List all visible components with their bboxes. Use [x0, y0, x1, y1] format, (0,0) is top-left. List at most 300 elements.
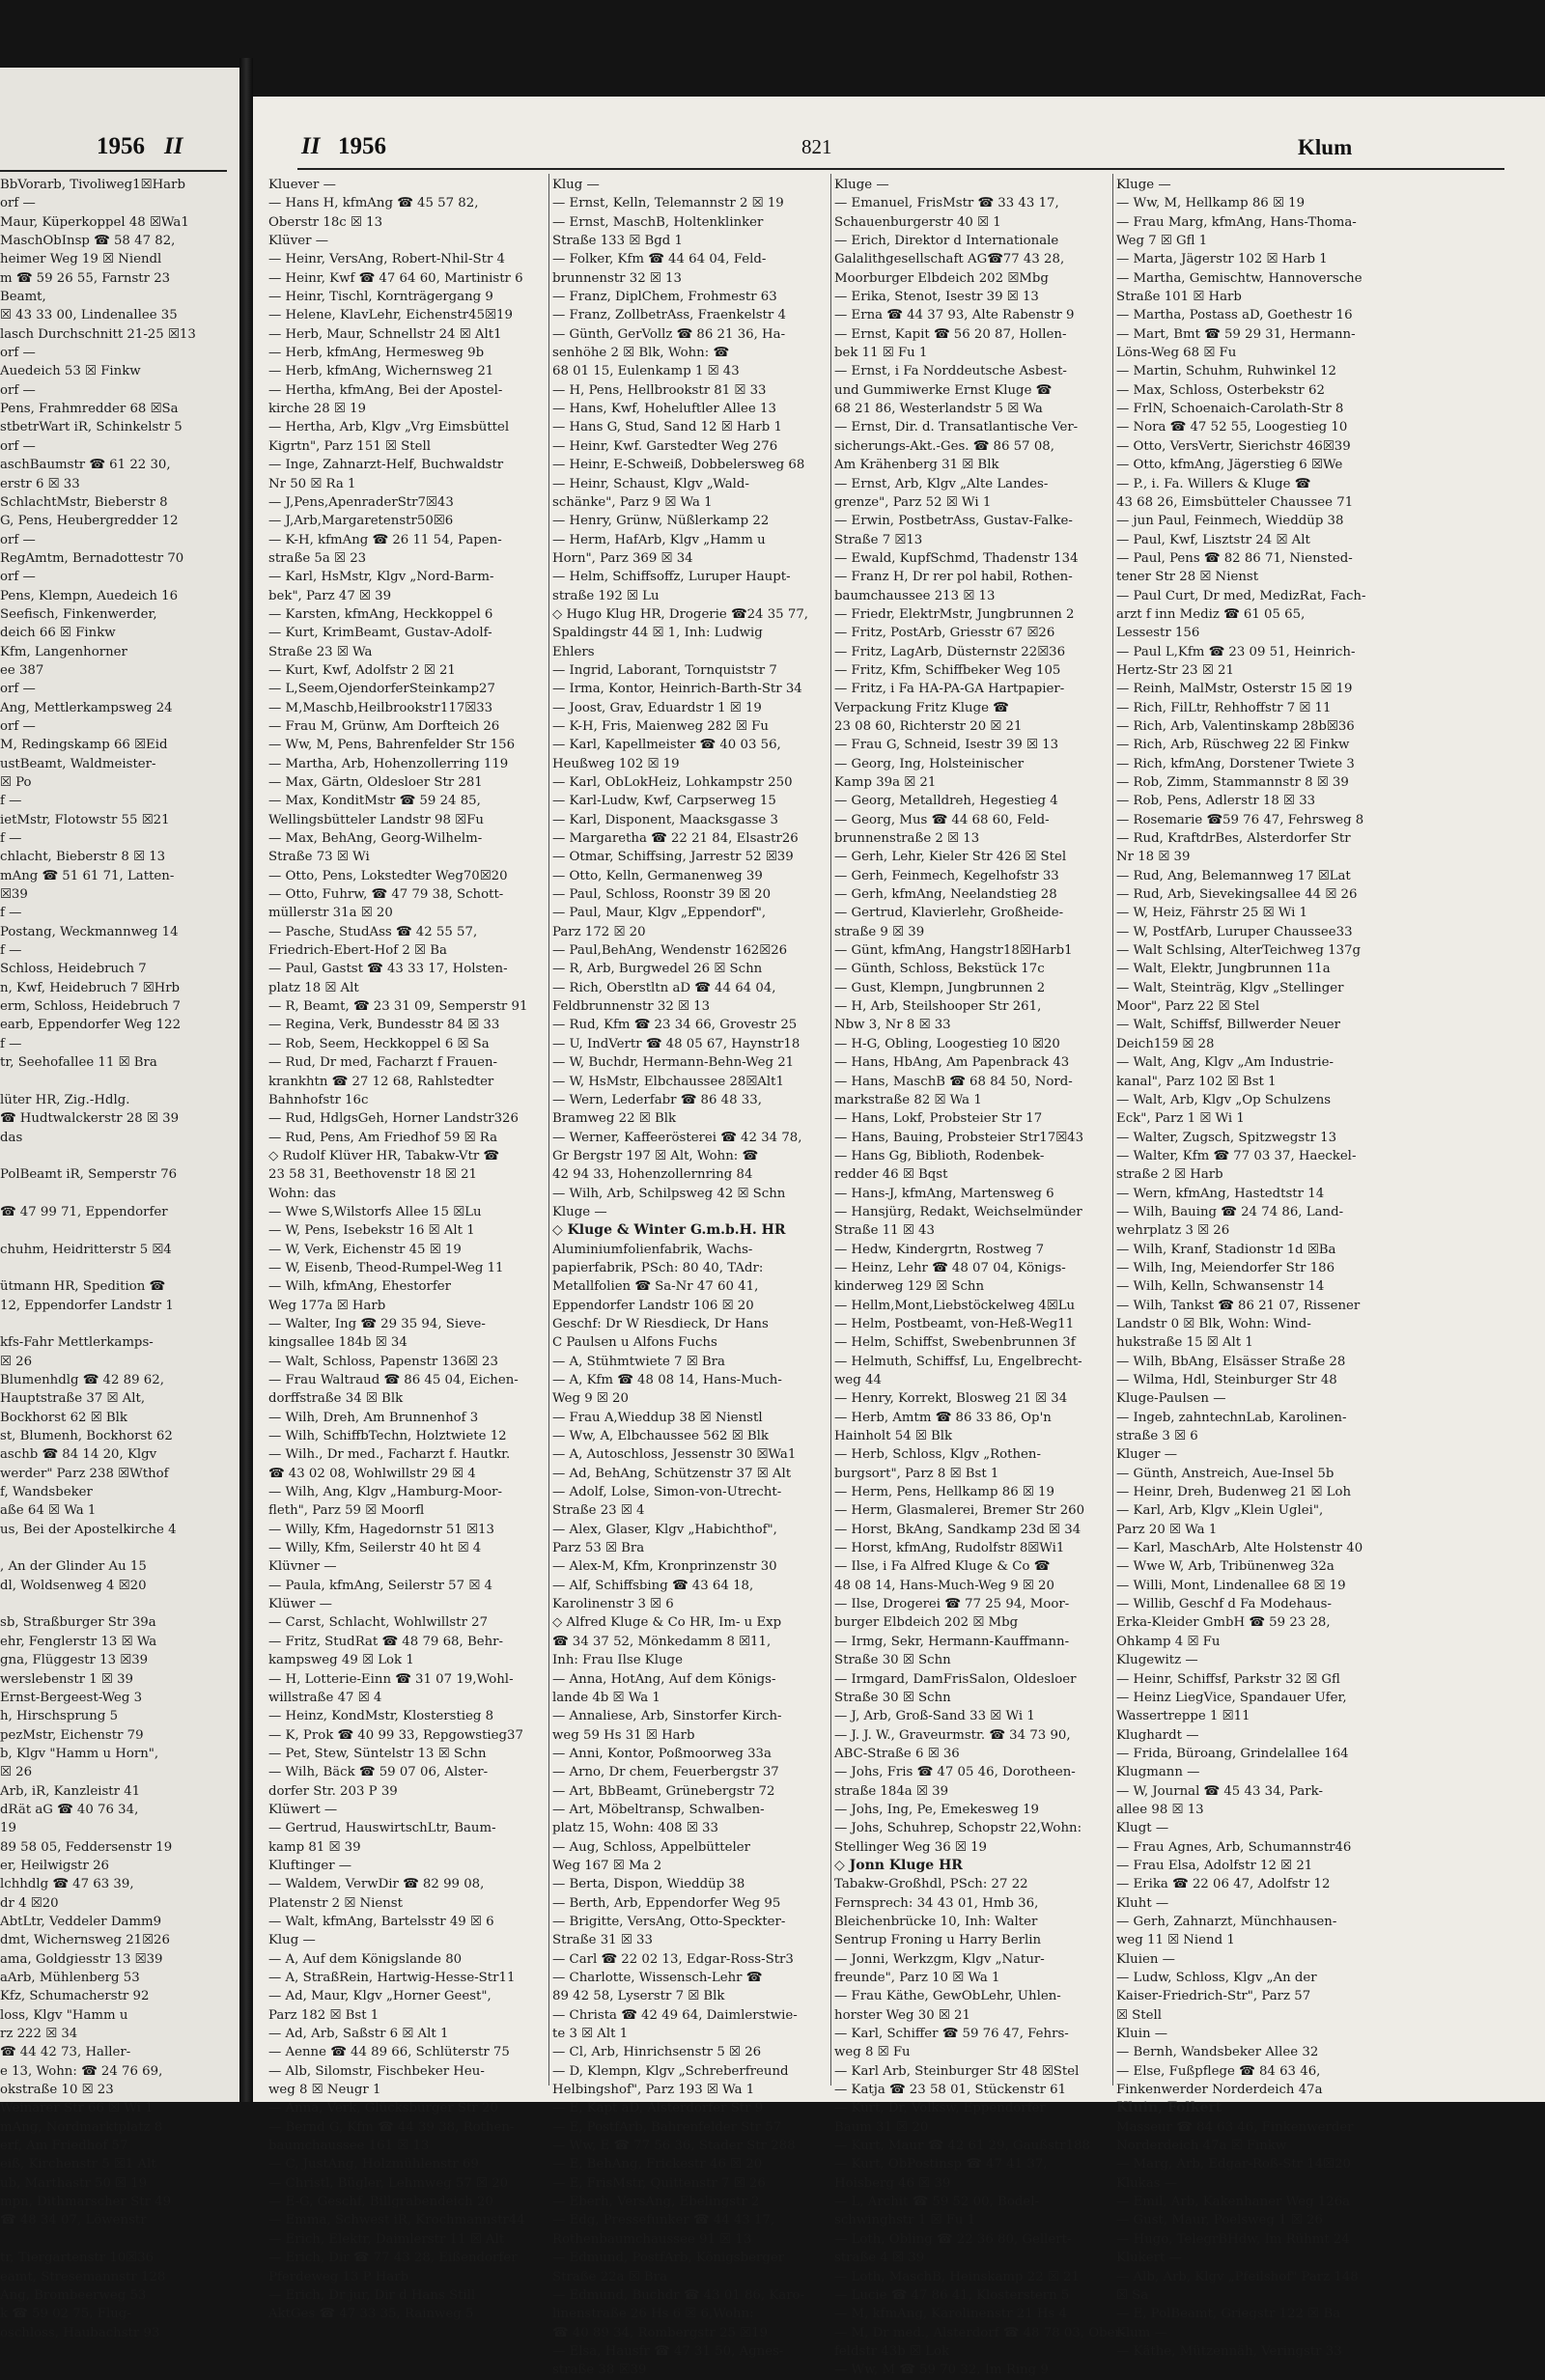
- directory-entry: Hoisberg 46 ☒ 39: [834, 2175, 951, 2191]
- directory-entry: — Wilma, Hdl, Steinburger Str 48: [1116, 1373, 1337, 1387]
- directory-entry: — Anna, HotAng, Auf dem Königs-: [552, 1671, 776, 1687]
- directory-entry: [0, 1595, 232, 1613]
- directory-entry: — Rich, Oberstltn aD ☎ 44 64 04,: [552, 980, 776, 995]
- directory-entry: — Carl ☎ 22 02 13, Edgar-Ross-Str3: [552, 1951, 794, 1967]
- directory-entry: f —: [0, 831, 22, 847]
- directory-entry: — Ernst, MaschB, Holtenklinker: [552, 214, 764, 230]
- directory-entry: bek", Parz 47 ☒ 39: [268, 588, 392, 603]
- directory-entry: — Wilh, Ing, Meiendorfer Str 186: [1116, 1260, 1335, 1275]
- directory-entry: — Walter, Kfm ☎ 77 03 37, Haeckel-: [1116, 1148, 1357, 1163]
- directory-entry: 48 08 14, Hans-Much-Weg 9 ☒ 20: [834, 1578, 1054, 1593]
- directory-entry: straße 192 ☒ Lu: [552, 588, 660, 603]
- directory-entry: — R, Beamt, ☎ 23 31 09, Semperstr 91: [268, 999, 528, 1015]
- directory-entry: MaschObInsp ☎ 58 47 82,: [0, 234, 176, 249]
- directory-entry: Heußweg 102 ☒ 19: [552, 756, 680, 771]
- directory-entry: — Art, Möbeltransp, Schwalben-: [552, 1802, 765, 1817]
- directory-entry: Weg 177a ☒ Harb: [268, 1298, 386, 1313]
- directory-entry: — Walt, Arb, Klgv „Op Schulzens: [1116, 1092, 1332, 1107]
- directory-entry: — Kurt, ObPostinsp ☎ 47 41 37,: [834, 2157, 1048, 2172]
- directory-entry: — A, Stühmtwiete 7 ☒ Bra: [552, 1354, 725, 1369]
- directory-entry: — Frau G, Schneid, Isestr 39 ☒ 13: [834, 738, 1059, 753]
- directory-entry: kfs-Fahr Mettlerkamps-: [0, 1335, 154, 1351]
- directory-entry: Norderdeich 47a ☒ Finkw: [1116, 2139, 1287, 2154]
- directory-entry: Klukert —: [1116, 2251, 1182, 2266]
- directory-entry: orf —: [0, 438, 36, 454]
- directory-entry: Bramweg 22 ☒ Blk: [552, 1111, 677, 1127]
- directory-entry: — Erna ☎ 44 37 93, Alte Rabenstr 9: [834, 308, 1075, 323]
- directory-entry: 68 01 15, Eulenkamp 1 ☒ 43: [552, 364, 740, 379]
- directory-entry: — Ewald, KupfSchmd, Thadenstr 134: [834, 550, 1079, 566]
- directory-entry: mAng ☎ 51 61 71, Latten-: [0, 868, 175, 883]
- directory-entry: — Günth, Anstreich, Aue-Insel 5b: [1116, 1466, 1334, 1481]
- directory-entry: — Marg, Arb, Edgar-Roß-Str 14☒20: [1116, 2157, 1352, 2172]
- directory-entry: burgsort", Parz 8 ☒ Bst 1: [834, 1466, 999, 1481]
- directory-entry: Karolinenstr 3 ☒ 6: [552, 1597, 674, 1612]
- directory-entry: Kluht —: [1116, 1895, 1169, 1911]
- directory-entry: — Horst, kfmAng, Rudolfstr 8☒Wi1: [834, 1541, 1065, 1556]
- directory-entry: — Edmund, Buchdr ☎ 43 01 86, Karo-: [552, 2287, 805, 2303]
- directory-entry: Pens, Frahmredder 68 ☒Sa: [0, 402, 179, 417]
- directory-entry: kamp 81 ☒ 39: [268, 1839, 361, 1855]
- directory-entry: — Kurt, KrimBeamt, Gustav-Adolf-: [268, 626, 492, 641]
- directory-entry: ☒ 26: [0, 1765, 33, 1780]
- column-divider: [1112, 174, 1113, 2086]
- directory-entry: okstraße 10 ☒ 23: [0, 2083, 114, 2098]
- directory-entry: — Ludw, Schloss, Klgv „An der: [1116, 1971, 1317, 1985]
- directory-entry: ☒39: [0, 887, 28, 903]
- directory-entry: — Frau Marg, kfmAng, Hans-Thoma-: [1116, 214, 1357, 230]
- directory-entry: [0, 1259, 232, 1277]
- directory-entry: — Karl, Disponent, Maacksgasse 3: [552, 812, 778, 827]
- directory-entry: mAng, Nordmarktplatz 8: [0, 2119, 163, 2135]
- directory-entry: Beamt,: [0, 290, 46, 305]
- directory-entry: — Herb, Maur, Schnellstr 24 ☒ Alt1: [268, 326, 502, 342]
- directory-entry: — Bernd G, Kfm ☎ 44 39 38, Rothen-: [268, 2119, 515, 2135]
- directory-entry: — Günt, kfmAng, Hangstr18☒Harb1: [834, 943, 1073, 959]
- directory-entry: — Günth, Schloss, Bekstück 17c: [834, 962, 1045, 977]
- right-page-volume: II: [301, 133, 321, 159]
- directory-entry: aschBaumstr ☎ 61 22 30,: [0, 458, 171, 473]
- directory-entry: Nr 18 ☒ 39: [1116, 850, 1191, 865]
- directory-entry: Wohn: das: [268, 1186, 336, 1201]
- directory-entry: schwinghstr 1 ☒ Fu 1: [834, 2213, 976, 2228]
- directory-entry: — Karl, HsMstr, Klgv „Nord-Barm-: [268, 570, 494, 585]
- directory-entry: — Helm, Postbeamt, von-Heß-Weg11: [834, 1316, 1075, 1331]
- directory-entry: Finkenwerder Norderdeich 47a: [1116, 2083, 1323, 2098]
- directory-entry: — Hans H, kfmAng ☎ 45 57 82,: [268, 196, 479, 211]
- directory-entry: — Regina, Verk, Bundesstr 84 ☒ 33: [268, 1018, 500, 1033]
- directory-entry: allee 98 ☒ 13: [1116, 1802, 1204, 1817]
- directory-entry: 68 21 86, Westerlandstr 5 ☒ Wa: [834, 402, 1043, 417]
- directory-entry: — U, IndVertr ☎ 48 05 67, Haynstr18: [552, 1036, 801, 1051]
- directory-entry: — A, Kfm ☎ 48 08 14, Hans-Much-: [552, 1373, 782, 1387]
- directory-entry: — Heinz LiegVice, Spandauer Ufer,: [1116, 1690, 1347, 1705]
- directory-entry: ub, Marthastr 50 ☒ 19: [0, 2175, 148, 2191]
- directory-entry: baumchaussee 161 ☒ 13: [268, 2139, 430, 2154]
- directory-entry: f, Wandsbeker: [0, 1485, 93, 1500]
- directory-entry: Ehlers: [552, 644, 595, 659]
- directory-entry: — Fritz, StudRat ☎ 48 79 68, Behr-: [268, 1634, 504, 1649]
- directory-entry: — Alf, Schiffsbing ☎ 43 64 18,: [552, 1578, 754, 1593]
- directory-entry: Moorburger Elbdeich 202 ☒Mbg: [834, 270, 1049, 286]
- directory-entry: — Georg, Metalldreh, Hegestieg 4: [834, 794, 1058, 809]
- directory-entry: Galalithgesellschaft AG☎77 43 28,: [834, 252, 1065, 267]
- directory-entry: Kigrtn", Parz 151 ☒ Stell: [268, 438, 431, 454]
- directory-entry: Bleichenbrücke 10, Inh: Walter: [834, 1914, 1038, 1929]
- directory-entry: Hertz-Str 23 ☒ 21: [1116, 662, 1234, 678]
- directory-entry: rz 222 ☒ 34: [0, 2027, 78, 2042]
- directory-entry: — Rud, Kfm ☎ 23 34 66, Grovestr 25: [552, 1018, 798, 1033]
- directory-entry: Masseur ☎ 84 63 46, Finkenwerder: [1116, 2119, 1354, 2135]
- directory-entry: — A, Autoschloss, Jessenstr 30 ☒Wa1: [552, 1447, 797, 1463]
- directory-entry: — Katja ☎ 23 58 01, Stückenstr 61: [834, 2083, 1067, 2098]
- directory-entry: oschloss, Haubachstr 93: [0, 2325, 160, 2340]
- directory-entry: — Gertrud, Klavierlehr, Großheide-: [834, 906, 1064, 921]
- directory-column-3: [834, 176, 1126, 2380]
- directory-entry: — Hans Gg, Biblioth, Rodenbek-: [834, 1148, 1045, 1163]
- directory-entry: Tabakw-Großhdl, PSch: 27 22: [834, 1877, 1028, 1892]
- left-page: [0, 68, 239, 2340]
- directory-entry: — Martha, Arb, Hohenzollerring 119: [268, 756, 509, 771]
- directory-entry: Nr 50 ☒ Ra 1: [268, 476, 356, 491]
- directory-entry: — Max, KonditMstr ☎ 59 24 85,: [268, 794, 481, 809]
- directory-entry: — Wwe S,Wilstorfs Allee 15 ☒Lu: [268, 1204, 482, 1219]
- directory-entry: — Christl, Bügler, Lehmweg 57 ☒ 20: [268, 2175, 509, 2191]
- directory-entry: dmt, Wichernsweg 21☒26: [0, 1933, 170, 1948]
- directory-entry: — Paul, Kwf, Lisztstr 24 ☒ Alt: [1116, 532, 1310, 547]
- directory-entry: — Pasche, StudAss ☎ 42 55 57,: [268, 924, 478, 939]
- directory-entry: mpn, Dithmarscher Str 49: [0, 2195, 172, 2210]
- directory-entry: freunde", Parz 10 ☒ Wa 1: [834, 1971, 1000, 1985]
- directory-entry: — Annaliese, Arb, Sinstorfer Kirch-: [552, 1709, 782, 1724]
- directory-entry: — Walter, Ing ☎ 29 35 94, Sieve-: [268, 1316, 486, 1331]
- directory-entry: C Paulsen u Alfons Fuchs: [552, 1335, 717, 1351]
- directory-entry: Klugmann —: [1116, 1765, 1200, 1780]
- directory-entry: schänke", Parz 9 ☒ Wa 1: [552, 494, 713, 510]
- directory-entry: kingsallee 184b ☒ 34: [268, 1335, 407, 1351]
- directory-entry: pezMstr, Eichenstr 79: [0, 1727, 144, 1743]
- directory-entry: Löns-Weg 68 ☒ Fu: [1116, 346, 1237, 361]
- directory-entry: aschb ☎ 84 14 20, Klgv: [0, 1447, 157, 1463]
- directory-entry: straße 9 ☒ 39: [834, 924, 925, 939]
- directory-entry: ama, Goldgiesstr 13 ☒39: [0, 1951, 163, 1967]
- directory-entry: 89 42 58, Lyserstr 7 ☒ Blk: [552, 1989, 725, 2004]
- directory-entry: baumchaussee 213 ☒ 13: [834, 588, 996, 603]
- directory-entry: — E, PolBeamt, Griegstr 122 ☒ Ba: [1116, 2307, 1341, 2322]
- directory-entry: und Gummiwerke Ernst Kluge ☎: [834, 382, 1053, 398]
- directory-entry: — Rud, KraftdrBes, Alsterdorfer Str: [1116, 831, 1351, 847]
- directory-entry: — Karl Arb, Steinburger Str 48 ☒Stel: [834, 2063, 1080, 2079]
- directory-entry: Rothenbaumchaussee 91 ☒ 13: [552, 2231, 752, 2247]
- directory-entry: — Henry, Korrekt, Blosweg 21 ☒ 34: [834, 1391, 1068, 1407]
- directory-entry: horster Weg 30 ☒ 21: [834, 2007, 970, 2023]
- directory-entry: — Frida, Büroang, Grindelallee 164: [1116, 1746, 1349, 1761]
- directory-entry: — Frau Waltraud ☎ 86 45 04, Eichen-: [268, 1373, 519, 1387]
- directory-entry: Seefisch, Finkenwerder,: [0, 606, 157, 622]
- directory-entry: Kluger —: [1116, 1447, 1178, 1463]
- directory-entry: — Günth, GerVollz ☎ 86 21 36, Ha-: [552, 326, 786, 342]
- directory-entry: — E, PostfArb, Bahrenfelder Str 57: [552, 2119, 782, 2135]
- directory-entry: Pferdeweg 13 P Harb: [268, 2269, 409, 2284]
- directory-entry: dRät aG ☎ 40 76 34,: [0, 1802, 139, 1817]
- directory-entry: — Walt Schlsing, AlterTeichweg 137g: [1116, 943, 1362, 959]
- directory-entry: Maur, Küperkoppel 48 ☒Wa1: [0, 214, 189, 230]
- directory-entry: — Herb, kfmAng, Wichernsweg 21: [268, 364, 494, 379]
- directory-entry: — Ingrid, Laborant, Tornquiststr 7: [552, 662, 777, 678]
- directory-entry: — Emma, Schwest iR, Krochmannstr44: [268, 2213, 525, 2228]
- directory-entry: Kfz, Schumacherstr 92: [0, 1989, 150, 2004]
- directory-entry: — Lucie ☎ 47 86 41, Klosterstern 5: [834, 2287, 1070, 2303]
- directory-entry: Baum 31 ☒ 20: [834, 2119, 929, 2135]
- directory-entry: — M,Maschb,Heilbrookstr117☒33: [268, 700, 493, 715]
- directory-entry: erstr 6 ☒ 33: [0, 476, 80, 491]
- directory-entry: [0, 1315, 232, 1333]
- directory-entry: — Mart, Bmt ☎ 59 29 31, Hermann-: [1116, 326, 1356, 342]
- directory-entry: — Otto, Pens, Lokstedter Weg70☒20: [268, 868, 508, 883]
- directory-entry: Lessestr 156: [1116, 626, 1200, 641]
- directory-entry: — Wilh, Kelln, Schwansenstr 14: [1116, 1279, 1325, 1295]
- directory-entry: ☎ Hudtwalckerstr 28 ☒ 39: [0, 1111, 180, 1127]
- directory-entry: — Franz, ZollbetrAss, Fraenkelstr 4: [552, 308, 786, 323]
- directory-entry: ☎ 40 89 34, Rombergstr 25 ☒19: [552, 2325, 769, 2340]
- directory-entry: fleth", Parz 59 ☒ Moorfl: [268, 1503, 425, 1519]
- directory-entry: — Charlotte, Wissensch-Lehr ☎: [552, 1971, 763, 1985]
- directory-entry: Spaldingstr 44 ☒ 1, Inh: Ludwig: [552, 626, 763, 641]
- directory-entry: Klugewitz —: [1116, 1653, 1198, 1668]
- directory-entry: Klukas —: [1116, 2175, 1178, 2191]
- directory-entry: — Reinh, MalMstr, Osterstr 15 ☒ 19: [1116, 682, 1353, 697]
- directory-entry: — H, Pens, Hellbrookstr 81 ☒ 33: [552, 382, 767, 398]
- directory-entry: straße 5a ☒ 23: [268, 550, 367, 566]
- directory-entry: feldstr 43b ☒ Lok: [834, 2343, 950, 2359]
- directory-entry: — Friedr, ElektrMstr, Jungbrunnen 2: [834, 606, 1075, 622]
- directory-entry: Straße 73 ☒ Wi: [268, 850, 370, 865]
- directory-entry: dr 4 ☒20: [0, 1895, 59, 1911]
- directory-entry: brunnenstr 32 ☒ 13: [552, 270, 682, 286]
- directory-entry: — Walt, Ang, Klgv „Am Industrie-: [1116, 1055, 1334, 1071]
- directory-entry: — Adolf, Lolse, Simon-von-Utrecht-: [552, 1485, 782, 1500]
- directory-entry: kirche 28 ☒ 19: [268, 402, 366, 417]
- directory-entry: — Ernst, Arb, Klgv „Alte Landes-: [834, 476, 1049, 491]
- directory-entry: — Wilh, Bäck ☎ 59 07 06, Alster-: [268, 1765, 489, 1780]
- directory-entry: — Wilh, SchiffbTechn, Holztwiete 12: [268, 1429, 507, 1444]
- directory-entry: Kfm, Langenhorner: [0, 644, 127, 659]
- directory-entry: — Wilh, Bauing ☎ 24 74 86, Land-: [1116, 1204, 1344, 1219]
- directory-entry: Kluge —: [1116, 178, 1171, 192]
- directory-entry: Kluftinger —: [268, 1858, 352, 1873]
- directory-entry: Erka-Kleider GmbH ☎ 59 23 28,: [1116, 1615, 1331, 1631]
- directory-entry: dl, Woldsenweg 4 ☒20: [0, 1578, 147, 1593]
- directory-entry: — Edmund, PostfArb, Königsberger: [552, 2251, 785, 2266]
- directory-entry: — Emil, Arb, Kakenhaner Weg 126a: [1116, 2195, 1351, 2210]
- directory-entry: das: [0, 1130, 23, 1145]
- directory-entry: — Heinr, Kwf ☎ 47 64 60, Martinistr 6: [268, 270, 523, 286]
- directory-entry: — R, Arb, Burgwedel 26 ☒ Schn: [552, 962, 763, 977]
- directory-entry: kanal", Parz 102 ☒ Bst 1: [1116, 1074, 1277, 1089]
- directory-entry: — Otto, Fuhrw, ☎ 47 79 38, Schott-: [268, 887, 504, 903]
- directory-entry: — L,Seem,OjendorferSteinkamp27: [268, 682, 495, 697]
- directory-entry: — Hellm,Mont,Liebstöckelweg 4☒Lu: [834, 1298, 1076, 1313]
- directory-entry: — Rud, HdlgsGeh, Horner Landstr326: [268, 1111, 519, 1127]
- directory-entry: — Berth, Arb, Eppendorfer Weg 95: [552, 1895, 781, 1911]
- directory-entry: 43 68 26, Eimsbütteler Chaussee 71: [1116, 494, 1354, 510]
- directory-entry: Pens, Klempn, Auedeich 16: [0, 588, 179, 603]
- directory-entry: straße 3 ☒ 6: [1116, 1429, 1198, 1444]
- directory-entry: — Walt, kfmAng, Bartelsstr 49 ☒ 6: [268, 1914, 494, 1929]
- directory-entry: lande 4b ☒ Wa 1: [552, 1690, 660, 1705]
- directory-entry: — E-G, Geschf, Billgrabendeich 20: [268, 2195, 493, 2210]
- directory-entry: — Heinr, Schiffsf, Parkstr 32 ☒ Gfl: [1116, 1671, 1340, 1687]
- directory-entry: — Cl, Arb, Hinrichsenstr 5 ☒ 26: [552, 2045, 762, 2060]
- book-gutter: [239, 58, 253, 2102]
- directory-entry: h, Hirschsprung 5: [0, 1709, 119, 1724]
- right-header-rule: [297, 168, 1504, 170]
- directory-entry: — Fritz, PostArb, Griesstr 67 ☒26: [834, 626, 1055, 641]
- directory-entry: ehr, Fenglerstr 13 ☒ Wa: [0, 1634, 157, 1649]
- directory-entry: orf —: [0, 382, 36, 398]
- directory-entry: Klüvner —: [268, 1559, 337, 1575]
- directory-entry: — W, Buchdr, Hermann-Behn-Weg 21: [552, 1055, 795, 1071]
- directory-entry: Klum —: [1116, 2325, 1167, 2340]
- directory-entry: lchhdlg ☎ 47 63 39,: [0, 1877, 134, 1892]
- directory-entry: — Erich, Dir ☎ 77 43 28, Eißendorfer: [268, 2251, 518, 2266]
- directory-entry: — Karl, Schiffer ☎ 59 76 47, Fehrs-: [834, 2027, 1069, 2042]
- directory-entry: — Erika ☎ 22 06 47, Adolfstr 12: [1116, 1877, 1331, 1892]
- directory-entry: Feldbrunnenstr 32 ☒ 13: [552, 999, 711, 1015]
- directory-entry: eiß, Kirchenstr 5 ☒1 Alt: [0, 2157, 156, 2172]
- directory-entry: Bockhorst 62 ☒ Blk: [0, 1410, 127, 1425]
- directory-entry: Ohkamp 4 ☒ Fu: [1116, 1634, 1221, 1649]
- directory-entry: f —: [0, 906, 22, 921]
- directory-entry: Straße 30 ☒ Schn: [834, 1690, 951, 1705]
- directory-entry: 42 94 33, Hohenzollernring 84: [552, 1167, 753, 1183]
- directory-entry: — Werner, Kaffeerösterei ☎ 42 34 78,: [552, 1130, 802, 1145]
- right-page-header: [253, 133, 1545, 168]
- directory-column-4: [1116, 176, 1392, 2361]
- directory-entry: — Frau A,Wieddup 38 ☒ Nienstl: [552, 1410, 763, 1425]
- directory-entry: — Erich, Direktor d Internationale: [834, 234, 1059, 249]
- directory-entry: ietMstr, Flotowstr 55 ☒21: [0, 812, 170, 827]
- directory-entry: — Carst, Schlacht, Wohlwillstr 27: [268, 1615, 489, 1631]
- directory-entry: — Franz, DiplChem, Frohmestr 63: [552, 290, 777, 305]
- directory-entry: lasch Durchschnitt 21-25 ☒13: [0, 326, 196, 342]
- directory-entry: — Ad, BehAng, Schützenstr 37 ☒ Alt: [552, 1466, 792, 1481]
- directory-entry: — Gertrud, HauswirtschLtr, Baum-: [268, 1821, 496, 1836]
- directory-entry: — C, JustAng, Holzmühlenstr 69: [268, 2157, 479, 2172]
- directory-entry: — Frau Käthe, GewObLehr, Uhlen-: [834, 1989, 1061, 2004]
- directory-entry: papierfabrik, PSch: 80 40, TAdr:: [552, 1260, 764, 1275]
- directory-entry: — Käthe, Mützennäh, Veringstr 33: [1116, 2343, 1342, 2359]
- directory-entry: — Heinr, Dreh, Budenweg 21 ☒ Loh: [1116, 1485, 1352, 1500]
- directory-entry: 19: [0, 1821, 16, 1836]
- directory-entry: — Max, Gärtn, Oldesloer Str 281: [268, 775, 483, 790]
- directory-entry: — Rud, Pens, Am Friedhof 59 ☒ Ra: [268, 1130, 498, 1145]
- directory-entry: — Irmg, Sekr, Hermann-Kauffmann-: [834, 1634, 1070, 1649]
- directory-entry: earb, Eppendorfer Weg 122: [0, 1018, 182, 1033]
- directory-entry: AktGes ☎ 47 33 35, Rainweg 5: [268, 2307, 474, 2322]
- directory-entry: — Herm, Glasmalerei, Bremer Str 260: [834, 1503, 1085, 1519]
- directory-entry: — Erich, Elektr, Daimlerstr 11 ☒ Alt: [268, 2231, 505, 2247]
- directory-entry: — Hans, HbAng, Am Papenbrack 43: [834, 1055, 1070, 1071]
- directory-entry: 23 58 31, Beethovenstr 18 ☒ 21: [268, 1167, 477, 1183]
- directory-entry: — Georg, Ing, Holsteinischer: [834, 756, 1025, 771]
- directory-entry: — Ww, M, Pens, Bahrenfelder Str 156: [268, 738, 516, 753]
- directory-entry: — Alb, Silomstr, Fischbeker Heu-: [268, 2063, 485, 2079]
- directory-entry: wehrplatz 3 ☒ 26: [1116, 1223, 1230, 1239]
- directory-entry: — W, Journal ☎ 45 43 34, Park-: [1116, 1783, 1323, 1799]
- directory-entry: Kluever —: [268, 178, 336, 192]
- directory-entry: — Rich, Arb, Valentinskamp 28b☒36: [1116, 718, 1355, 734]
- directory-entry: — Edg, Pressefunker ☎ 44 43 17,: [552, 2213, 775, 2228]
- directory-entry: — Wilh, Kranf, Stadionstr 1d ☒Ba: [1116, 1242, 1336, 1257]
- directory-entry: — Wilh, Tankst ☎ 86 21 07, Rissener: [1116, 1298, 1361, 1313]
- directory-entry: — Ernst, Kelln, Telemannstr 2 ☒ 19: [552, 196, 784, 211]
- directory-entry: — W, Heiz, Fährstr 25 ☒ Wi 1: [1116, 906, 1308, 921]
- directory-entry: — W, HsMstr, Elbchaussee 28☒Alt1: [552, 1074, 784, 1089]
- directory-entry: — M, kfmAng, Karolinenstr 21 Hs 4: [834, 2307, 1068, 2322]
- directory-entry: Klüwert —: [268, 1802, 338, 1817]
- directory-entry: ☎ 48 34 07, Löwenstr: [0, 2213, 147, 2228]
- header-keyword: Klum: [1298, 135, 1353, 159]
- left-header-rule: [0, 170, 227, 172]
- directory-entry: — Wwe W, Arb, Tribünenweg 32a: [1116, 1559, 1334, 1575]
- directory-entry: ◇ Hugo Klug HR, Drogerie ☎24 35 77,: [552, 606, 809, 622]
- directory-entry: — Georg, Mus ☎ 44 68 60, Feld-: [834, 812, 1050, 827]
- directory-entry: straße 38 ☒39: [552, 2363, 647, 2378]
- directory-entry: redder 46 ☒ Bqst: [834, 1167, 948, 1183]
- directory-entry: — Franz H, Dr rer pol habil, Rothen-: [834, 570, 1073, 585]
- directory-entry: orf —: [0, 196, 36, 211]
- directory-entry: — Hedw, Kindergrtn, Rostweg 7: [834, 1242, 1045, 1257]
- directory-entry: — Hans, MaschB ☎ 68 84 50, Nord-: [834, 1074, 1073, 1089]
- directory-entry: ☎ 43 02 08, Wohlwillstr 29 ☒ 4: [268, 1466, 476, 1481]
- directory-entry: — Frau Agnes, Arb, Schumannstr46: [1116, 1839, 1352, 1855]
- directory-entry: — Ilse, i Fa Alfred Kluge & Co ☎: [834, 1559, 1051, 1575]
- directory-entry: — Wilh, Ang, Klgv „Hamburg-Moor-: [268, 1485, 502, 1500]
- directory-entry: weg 59 Hs 31 ☒ Harb: [552, 1727, 695, 1743]
- directory-entry: f —: [0, 794, 22, 809]
- directory-entry: e 13, Wohn: ☎ 24 76 69,: [0, 2063, 163, 2079]
- directory-entry: Schauenburgerstr 40 ☒ 1: [834, 214, 1001, 230]
- directory-entry: sicherungs-Akt.-Ges. ☎ 86 57 08,: [834, 438, 1054, 454]
- directory-entry: — Helene, KlavLehr, Eichenstr45☒19: [268, 308, 513, 323]
- directory-entry: — Karl-Ludw, Kwf, Carpserweg 15: [552, 794, 776, 809]
- left-page-column: [0, 176, 232, 2342]
- directory-entry: Wassertreppe 1 ☒11: [1116, 1709, 1250, 1724]
- directory-entry: Parz 20 ☒ Wa 1: [1116, 1522, 1218, 1537]
- directory-entry: brunnenstraße 2 ☒ 13: [834, 831, 980, 847]
- directory-entry: — Ingeb, zahntechnLab, Karolinen-: [1116, 1410, 1347, 1425]
- directory-entry: — Paul, Pens ☎ 82 86 71, Niensted-: [1116, 550, 1353, 566]
- directory-entry: — Wilh, kfmAng, Ehestorfer: [268, 1279, 452, 1295]
- directory-entry: kampsweg 49 ☒ Lok 1: [268, 1653, 414, 1668]
- directory-entry: — Ad, Maur, Klgv „Horner Geest",: [268, 1989, 492, 2004]
- directory-column-1: [268, 176, 545, 2324]
- left-page-header: [0, 133, 232, 166]
- directory-entry: — Karl, Arb, Klgv „Klein Uglei",: [1116, 1503, 1324, 1519]
- directory-entry: — Rob, Pens, Adlerstr 18 ☒ 33: [1116, 794, 1316, 809]
- directory-entry: — Art, BbBeamt, Grünebergstr 72: [552, 1783, 775, 1799]
- directory-entry: — Fritz, Kfm, Schiffbeker Weg 105: [834, 662, 1061, 678]
- directory-entry: Gr Bergstr 197 ☒ Alt, Wohn: ☎: [552, 1148, 759, 1163]
- directory-entry: — Max, Schloss, Osterbekstr 62: [1116, 382, 1325, 398]
- directory-entry: Stellinger Weg 36 ☒ 19: [834, 1839, 988, 1855]
- directory-entry: — J,Pens,ApenraderStr7☒43: [268, 494, 454, 510]
- directory-entry: — J, Arb, Groß-Sand 33 ☒ Wi 1: [834, 1709, 1035, 1724]
- directory-entry: weg 8 ☒ Fu: [834, 2045, 911, 2060]
- directory-entry: Platenstr 2 ☒ Nienst: [268, 1895, 403, 1911]
- directory-entry: — Otto, VersVertr, Sierichstr 46☒39: [1116, 438, 1351, 454]
